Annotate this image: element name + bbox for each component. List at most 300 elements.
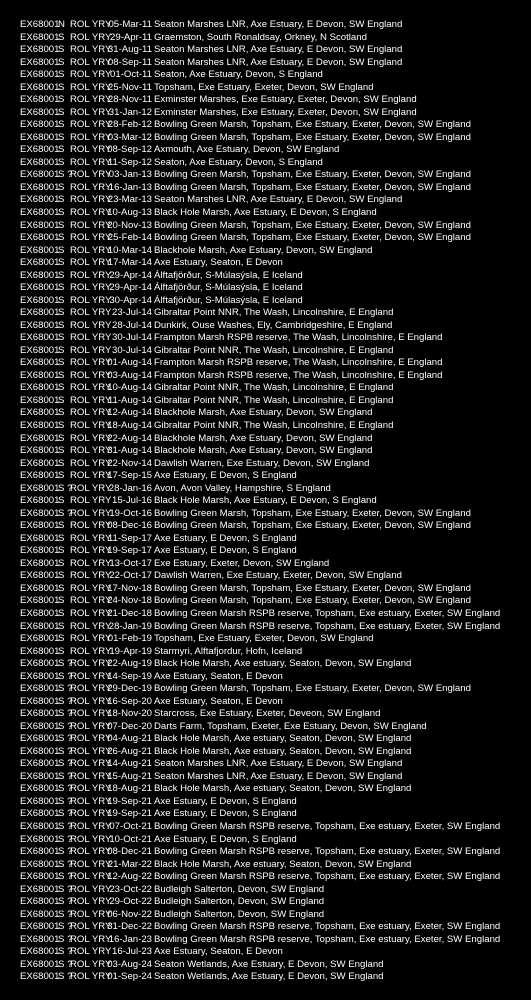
sighting-date: 07-Oct-21 [109, 821, 152, 832]
sighting-location: Black Hole Marsh, Axe Estuary, E Devon, S England [154, 206, 377, 218]
record-row [20, 608, 530, 621]
age-code: S [58, 457, 65, 469]
sighting-location: Dawlish Warren, Exe Estuary, Devon, SW England [154, 457, 370, 469]
age-code: S [58, 106, 65, 118]
sighting-location: Dunkirk, Ouse Washes, Ely, Cambridgeshire, E England [154, 319, 393, 331]
colour-ring-code: ROL YRY [70, 319, 112, 331]
age-code: S ? [58, 883, 73, 895]
sighting-location: Avon, Avon Valley, Hampshire, S England [154, 482, 331, 494]
colour-ring-code: ROL YRY [70, 883, 112, 895]
sighting-location: Black Hole Marsh, Axe estuary, Seaton, Devon, SW England [154, 858, 412, 870]
sighting-date: 17-Mar-14 [107, 257, 152, 269]
ring-number: EX68001 [20, 131, 60, 143]
ring-number: EX68001 [20, 770, 60, 782]
age-code: S [58, 307, 65, 319]
record-row [20, 783, 530, 796]
colour-ring-code: ROL YRY [70, 695, 112, 707]
age-code: S ? [58, 933, 73, 945]
sighting-location: Álftafjörður, S-Múlasýsla, E Iceland [154, 269, 303, 281]
sighting-date: 31-Jan-12 [108, 106, 152, 118]
age-code: S ? [58, 783, 73, 795]
sighting-location: Seaton Marshes LNR, Axe Estuary, E Devon, SW England [154, 770, 403, 782]
sighting-date: 01-Feb-19 [107, 633, 152, 645]
ring-number: EX68001 [20, 520, 60, 532]
age-code: S [58, 319, 65, 331]
colour-ring-code: ROL YRY [70, 958, 112, 970]
sighting-date: 10-Oct-21 [109, 833, 152, 845]
sighting-date: 31-Dec-22 [107, 921, 152, 933]
sighting-date: 28-Nov-11 [107, 94, 152, 106]
sighting-date: 19-Oct-16 [109, 507, 152, 519]
colour-ring-code: ROL YRY [70, 520, 112, 532]
colour-ring-code: ROL YRY [70, 244, 112, 256]
record-row [20, 157, 530, 170]
age-code: S ? [58, 871, 73, 883]
record-row [20, 834, 530, 847]
ring-number: EX68001 [20, 795, 60, 807]
sighting-date: 18-Aug-14 [107, 420, 152, 431]
sighting-location: Bowling Green Marsh, Topsham, Exe Estuary, Exeter, Devon, SW England [154, 131, 471, 143]
record-row [20, 808, 530, 821]
record-row [20, 746, 530, 759]
sighting-date: 11-Aug-14 [107, 394, 152, 406]
colour-ring-code: ROL YRY [70, 294, 112, 306]
ring-number: EX68001 [20, 958, 60, 970]
ring-number: EX68001 [20, 758, 60, 770]
record-row [20, 458, 530, 471]
sighting-location: Bowling Green Marsh RSPB reserve, Topsham, Exe estuary, Exeter, SW England [154, 821, 501, 832]
sighting-date: 10-Aug-13 [107, 206, 152, 218]
colour-ring-code: ROL YRY [70, 407, 112, 419]
sighting-date: 29-Apr-14 [109, 269, 152, 281]
record-row [20, 282, 530, 295]
ring-number: EX68001 [20, 896, 60, 908]
colour-ring-code: ROL YRY [70, 181, 112, 193]
age-code: S [58, 432, 65, 444]
record-row [20, 232, 530, 245]
colour-ring-code: ROL YRY [70, 545, 112, 557]
ring-number: EX68001 [20, 106, 60, 118]
ring-number: EX68001 [20, 206, 60, 218]
record-row [20, 470, 530, 483]
sighting-location: Black Hole Marsh, Axe estuary, Seaton, Devon, SW England [154, 733, 412, 745]
colour-ring-code: ROL YRY [70, 833, 112, 845]
ring-number: EX68001 [20, 582, 60, 594]
sighting-location: Gibraltar Point NNR, The Wash, Lincolnshire, E England [154, 420, 394, 431]
sighting-date: 20-Nov-13 [107, 219, 152, 231]
record-row [20, 871, 530, 884]
sighting-location: Gibraltar Point NNR, The Wash, Lincolnshire, E England [154, 344, 394, 356]
ring-number: EX68001 [20, 31, 60, 43]
sighting-date: 03-Aug-14 [107, 369, 152, 381]
age-code: S ? [58, 921, 73, 933]
colour-ring-code: ROL YRY [70, 607, 112, 619]
record-row [20, 332, 530, 345]
sighting-location: Axe Estuary, Seaton, E Devon [154, 257, 283, 269]
record-row [20, 207, 530, 220]
colour-ring-code: ROL YRY [70, 19, 112, 30]
colour-ring-code: ROL YRY [70, 532, 112, 544]
age-code: S ? [58, 507, 73, 519]
sighting-date: 12-Aug-22 [107, 871, 152, 883]
ring-number: EX68001 [20, 708, 60, 720]
age-code: S ? [58, 708, 73, 720]
sighting-date: 14-Aug-21 [107, 758, 152, 770]
ring-number: EX68001 [20, 269, 60, 281]
age-code: S ? [58, 482, 73, 494]
age-code: S [58, 156, 65, 168]
age-code: S [58, 557, 65, 569]
ring-number: EX68001 [20, 144, 60, 156]
colour-ring-code: ROL YRY [70, 733, 112, 745]
sighting-date: 16-Sep-20 [107, 695, 152, 707]
colour-ring-code: ROL YRY [70, 344, 112, 356]
sighting-date: 23-Jul-14 [112, 307, 152, 319]
ring-number: EX68001 [20, 733, 60, 745]
colour-ring-code: ROL YRY [70, 81, 112, 93]
age-code: S ? [58, 670, 73, 682]
sighting-date: 19-Sep-21 [107, 795, 152, 807]
age-code: S [58, 495, 65, 507]
sighting-location: Bowling Green Marsh, Topsham, Exe Estuary, Exeter, Devon, SW England [154, 181, 471, 193]
age-code: S [58, 31, 65, 43]
age-code: S ? [58, 169, 73, 181]
sighting-location: Exe Estuary, Exeter, Devon, SW England [154, 557, 330, 569]
record-row [20, 921, 530, 934]
colour-ring-code: ROL YRY [70, 357, 112, 369]
colour-ring-code: ROL YRY [70, 783, 112, 795]
sighting-location: Axe Estuary, E Devon, S England [154, 833, 297, 845]
record-row [20, 194, 530, 207]
record-row [20, 420, 530, 433]
sighting-date: 29-Oct-22 [109, 896, 152, 908]
record-row [20, 257, 530, 270]
ring-number: EX68001 [20, 69, 60, 81]
sighting-location: Axmouth, Axe Estuary, Devon, SW England [154, 144, 340, 156]
ring-number: EX68001 [20, 470, 60, 482]
colour-ring-code: ROL YRY [70, 557, 112, 569]
sighting-location: Budleigh Salterton, Devon, SW England [154, 883, 325, 895]
ring-number: EX68001 [20, 181, 60, 193]
colour-ring-code: ROL YRY [70, 758, 112, 770]
ring-number: EX68001 [20, 883, 60, 895]
age-code: S [58, 620, 65, 632]
colour-ring-code: ROL YRY [70, 908, 112, 920]
record-row [20, 82, 530, 95]
age-code: S [58, 294, 65, 306]
age-code: S [58, 545, 65, 557]
age-code: S ? [58, 846, 73, 858]
record-row [20, 295, 530, 308]
colour-ring-code: ROL YRY [70, 106, 112, 118]
colour-ring-code: ROL YRY [70, 432, 112, 444]
sighting-location: Graemston, South Ronaldsay, Orkney, N Scotland [154, 31, 367, 43]
record-row [20, 107, 530, 120]
record-row [20, 621, 530, 634]
sighting-date: 07-Dec-20 [107, 720, 152, 732]
sighting-date: 08-Dec-21 [107, 846, 152, 858]
sighting-location: Axe Estuary, E Devon, S England [154, 545, 297, 557]
record-row [20, 407, 530, 420]
sighting-location: Seaton Wetlands, Axe Estuary, E Devon, SW England [154, 971, 384, 983]
age-code: S [58, 407, 65, 419]
age-code: S [58, 131, 65, 143]
colour-ring-code: ROL YRY [70, 582, 112, 594]
colour-ring-code: ROL YRY [70, 808, 112, 820]
record-row [20, 721, 530, 734]
ring-number: EX68001 [20, 507, 60, 519]
colour-ring-code: ROL YRY [70, 307, 112, 319]
sighting-date: 28-Jan-16 [108, 482, 152, 494]
ring-number: EX68001 [20, 645, 60, 657]
sighting-records-list [20, 19, 530, 984]
age-code: S [58, 206, 65, 218]
sighting-location: Bowling Green Marsh, Topsham, Exe Estuary, Exeter, Devon, SW England [154, 683, 471, 695]
record-row [20, 144, 530, 157]
ring-number: EX68001 [20, 683, 60, 695]
sighting-date: 22-Aug-14 [107, 432, 152, 444]
sighting-location: Álftafjörður, S-Múlasýsla, E Iceland [154, 282, 303, 294]
sighting-location: Axe Estuary, Seaton, E Devon [154, 670, 283, 682]
colour-ring-code: ROL YRY [70, 507, 112, 519]
colour-ring-code: ROL YRY [70, 745, 112, 757]
ring-number: EX68001 [20, 420, 60, 431]
sighting-location: Bowling Green Marsh, Topsham, Exe Estuary, Exeter, Devon, SW England [154, 520, 471, 532]
record-row [20, 169, 530, 182]
colour-ring-code: ROL YRY [70, 570, 112, 582]
colour-ring-code: ROL YRY [70, 31, 112, 43]
ring-number: EX68001 [20, 294, 60, 306]
record-row [20, 959, 530, 972]
sighting-location: Bowling Green Marsh RSPB reserve, Topsham, Exe estuary, Exeter, SW England [154, 620, 501, 632]
record-row [20, 558, 530, 571]
ring-number: EX68001 [20, 545, 60, 557]
sighting-location: Axe Estuary, E Devon, S England [154, 470, 297, 482]
age-code: S [58, 119, 65, 131]
age-code: S [58, 269, 65, 281]
age-code: S [58, 181, 65, 193]
sighting-date: 22-Aug-19 [107, 658, 152, 670]
record-row [20, 633, 530, 646]
colour-ring-code: ROL YRY [70, 933, 112, 945]
sighting-date: 22-Nov-14 [107, 457, 152, 469]
colour-ring-code: ROL YRY [70, 156, 112, 168]
ring-number: EX68001 [20, 908, 60, 920]
ring-number: EX68001 [20, 407, 60, 419]
ring-number: EX68001 [20, 783, 60, 795]
colour-ring-code: ROL YRY [70, 720, 112, 732]
sighting-date: 11-Sep-17 [107, 532, 152, 544]
sighting-date: 10-Aug-14 [107, 382, 152, 394]
sighting-date: 28-Feb-12 [107, 119, 152, 131]
ring-number: EX68001 [20, 369, 60, 381]
age-code: S [58, 445, 65, 457]
ring-number: EX68001 [20, 445, 60, 457]
age-code: N [58, 19, 65, 30]
record-row [20, 708, 530, 721]
colour-ring-code: ROL YRY [70, 896, 112, 908]
colour-ring-code: ROL YRY [70, 658, 112, 670]
age-code: S [58, 69, 65, 81]
record-row [20, 520, 530, 533]
ring-number: EX68001 [20, 532, 60, 544]
ring-number: EX68001 [20, 169, 60, 181]
record-row [20, 595, 530, 608]
record-row [20, 570, 530, 583]
colour-ring-code: ROL YRY [70, 595, 112, 607]
sighting-date: 18-Aug-21 [107, 783, 152, 795]
sighting-location: Blackhole Marsh, Axe Estuary, Devon, SW England [154, 244, 373, 256]
ring-number: EX68001 [20, 933, 60, 945]
sighting-location: Black Hole Marsh, Axe estuary, Seaton, Devon, SW England [154, 783, 412, 795]
ring-number: EX68001 [20, 119, 60, 131]
sighting-date: 17-Sep-15 [107, 470, 152, 482]
age-code: S ? [58, 833, 73, 845]
ring-number: EX68001 [20, 695, 60, 707]
sighting-location: Dawlish Warren, Exe Estuary, Exeter, Devon, SW England [154, 570, 402, 582]
record-row [20, 220, 530, 233]
sighting-date: 19-Sep-17 [107, 545, 152, 557]
ring-number: EX68001 [20, 971, 60, 983]
sighting-date: 29-Apr-11 [110, 31, 152, 43]
record-row [20, 57, 530, 70]
ring-number: EX68001 [20, 833, 60, 845]
colour-ring-code: ROL YRY [70, 470, 112, 482]
sighting-location: Budleigh Salterton, Devon, SW England [154, 896, 325, 908]
age-code: S [58, 633, 65, 645]
age-code: S ? [58, 720, 73, 732]
sighting-location: Bowling Green Marsh, Topsham, Exe Estuary, Exeter, Devon, SW England [154, 595, 471, 607]
colour-ring-code: ROL YRY [70, 946, 112, 958]
sighting-location: Bowling Green Marsh RSPB reserve, Topsham, Exe estuary, Exeter, SW England [154, 933, 501, 945]
sighting-date: 08-Sep-12 [107, 144, 152, 156]
colour-ring-code: ROL YRY [70, 420, 112, 431]
colour-ring-code: ROL YRY [70, 795, 112, 807]
age-code: S [58, 470, 65, 482]
colour-ring-code: ROL YRY [70, 971, 112, 983]
colour-ring-code: ROL YRY [70, 131, 112, 143]
age-code: S ? [58, 821, 73, 832]
record-row [20, 69, 530, 82]
ring-number: EX68001 [20, 219, 60, 231]
ring-number: EX68001 [20, 94, 60, 106]
colour-ring-code: ROL YRY [70, 645, 112, 657]
sighting-date: 15-Aug-21 [107, 770, 152, 782]
colour-ring-code: ROL YRY [70, 708, 112, 720]
sighting-location: Frampton Marsh RSPB reserve, The Wash, Lincolnshire, E England [154, 332, 443, 344]
record-row [20, 495, 530, 508]
sighting-date: 30-Apr-14 [109, 294, 152, 306]
colour-ring-code: ROL YRY [70, 770, 112, 782]
sighting-location: Starmyri, Alftafjordur, Hofn, Iceland [154, 645, 303, 657]
record-row [20, 395, 530, 408]
sighting-date: 23-Oct-22 [109, 883, 152, 895]
sighting-location: Seaton Marshes LNR, Axe Estuary, E Devon, SW England [154, 44, 403, 56]
sighting-location: Axe Estuary, Seaton, E Devon [154, 946, 283, 958]
ring-number: EX68001 [20, 232, 60, 244]
record-row [20, 382, 530, 395]
colour-ring-code: ROL YRY [70, 382, 112, 394]
sighting-location: Bowling Green Marsh, Topsham, Exe Estuary, Exeter, Devon, SW England [154, 119, 471, 131]
sighting-location: Blackhole Marsh, Axe Estuary, Devon, SW England [154, 432, 373, 444]
sighting-location: Axe Estuary, E Devon, S England [154, 532, 297, 544]
record-row [20, 307, 530, 320]
age-code: S [58, 282, 65, 294]
record-row [20, 545, 530, 558]
sighting-date: 21-Dec-18 [107, 607, 152, 619]
record-row [20, 132, 530, 145]
age-code: S [58, 94, 65, 106]
age-code: S [58, 56, 65, 68]
age-code: S ? [58, 770, 73, 782]
colour-ring-code: ROL YRY [70, 269, 112, 281]
ring-number: EX68001 [20, 282, 60, 294]
sighting-location: Gibraltar Point NNR, The Wash, Lincolnshire, E England [154, 307, 394, 319]
ring-number: EX68001 [20, 720, 60, 732]
sighting-date: 01-Aug-14 [107, 357, 152, 369]
age-code: S [58, 44, 65, 56]
sighting-location: Seaton Marshes LNR, Axe Estuary, E Devon, SW England [154, 56, 403, 68]
colour-ring-code: ROL YRY [70, 620, 112, 632]
sighting-location: Budleigh Salterton, Devon, SW England [154, 908, 325, 920]
age-code: S [58, 232, 65, 244]
age-code: S ? [58, 908, 73, 920]
record-row [20, 44, 530, 57]
record-row [20, 758, 530, 771]
colour-ring-code: ROL YRY [70, 633, 112, 645]
sighting-date: 16-Jan-13 [108, 181, 152, 193]
sighting-location: Seaton Marshes LNR, Axe Estuary, E Devon, SW England [154, 19, 403, 30]
record-row [20, 182, 530, 195]
sighting-location: Blackhole Marsh, Axe Estuary, Devon, SW England [154, 407, 373, 419]
age-code: S [58, 595, 65, 607]
sighting-location: Álftafjörður, S-Múlasýsla, E Iceland [154, 294, 303, 306]
age-code: S ? [58, 946, 73, 958]
record-row [20, 357, 530, 370]
age-code: S ? [58, 733, 73, 745]
record-row [20, 119, 530, 132]
ring-number: EX68001 [20, 595, 60, 607]
ring-number: EX68001 [20, 344, 60, 356]
record-row [20, 909, 530, 922]
sighting-location: Topsham, Exe Estuary, Exeter, Devon, SW England [154, 81, 374, 93]
colour-ring-code: ROL YRY [70, 194, 112, 206]
sighting-location: Bowling Green Marsh, Topsham, Exe Estuary, Exeter, Devon, SW England [154, 232, 471, 244]
age-code: S [58, 582, 65, 594]
ring-number: EX68001 [20, 432, 60, 444]
sighting-date: 19-Sep-21 [107, 808, 152, 820]
age-code: S ? [58, 658, 73, 670]
record-row [20, 884, 530, 897]
sighting-date: 08-Sep-11 [107, 56, 152, 68]
record-row [20, 946, 530, 959]
ring-number: EX68001 [20, 394, 60, 406]
sighting-location: Starcross, Exe Estuary, Exeter, Deveon, SW England [154, 708, 381, 720]
colour-ring-code: ROL YRY [70, 119, 112, 131]
sighting-date: 03-Aug-24 [107, 958, 152, 970]
sighting-date: 21-Mar-22 [107, 858, 152, 870]
ring-number: EX68001 [20, 44, 60, 56]
age-code: S [58, 570, 65, 582]
sighting-date: 01-Sep-24 [107, 971, 152, 983]
record-row [20, 245, 530, 258]
ring-number: EX68001 [20, 81, 60, 93]
ring-number: EX68001 [20, 808, 60, 820]
sighting-date: 10-Mar-14 [107, 244, 152, 256]
age-code: S ? [58, 745, 73, 757]
age-code: S [58, 344, 65, 356]
sighting-date: 17-Nov-18 [107, 582, 152, 594]
